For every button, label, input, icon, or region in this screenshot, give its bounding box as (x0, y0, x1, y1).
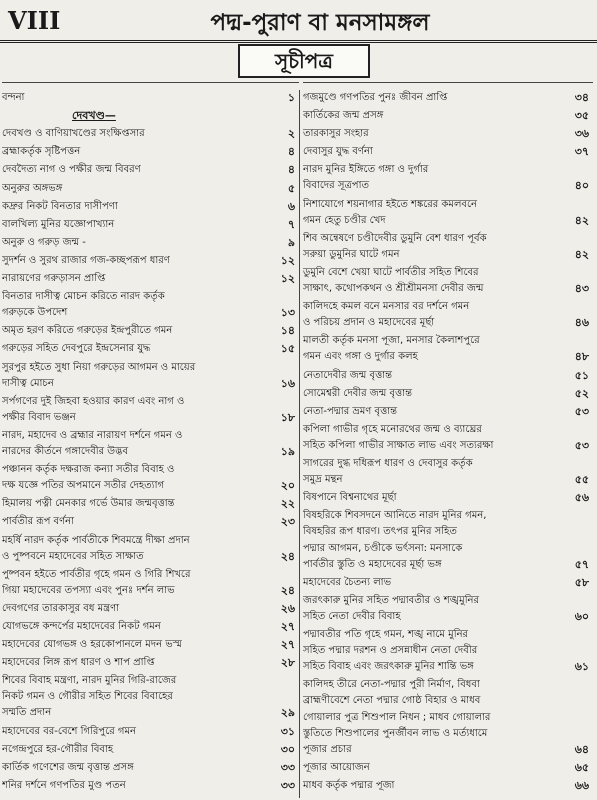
toc-page-number: ২৮ (280, 656, 295, 670)
toc-entry (2, 126, 299, 142)
toc-title: সূচীপত্র (238, 44, 370, 78)
toc-entry (303, 404, 593, 420)
toc-entry (2, 181, 299, 197)
toc-entry (303, 778, 593, 794)
toc-page-number: ৫ (287, 181, 295, 195)
toc-page-number: ৪৮ (574, 350, 589, 364)
toc-entry-text: সহিত বিবাহ এবং জরৎকারু মুনির শান্তি ভঙ্গ (303, 661, 474, 673)
toc-entry-text: নারদ, মহাদেব ও ব্রহ্মার নারায়ণ দর্শনে গমন ও (2, 429, 183, 441)
toc-entry-text: বন্দনা (2, 92, 25, 103)
toc-entry-text: পদ্মার আগমন, চণ্ডীকে ভর্ৎসনা: মনসাকে (303, 542, 463, 554)
toc-entry-text: ডুমুনি বেশে খেয়া ঘাটে পার্বতীর সহিত শিবের (303, 266, 479, 278)
toc-page-number: ২৭ (280, 620, 295, 633)
toc-page-number: ৪৩ (574, 282, 589, 296)
toc-entry-text: যোগভঙ্গে কন্দর্পের মহাদেবের নিকট গমন (2, 621, 161, 632)
toc-entry-text: গোয়ালার পুত্র শিশুপাল নিধন ; মাধব গোয়ালার (303, 711, 491, 723)
toc-page-number: ৫৫ (574, 473, 589, 487)
toc-page-number: ৩৫ (574, 109, 589, 123)
toc-entry (2, 360, 299, 392)
toc-entry-text: সম্মতি প্রদান (2, 707, 52, 719)
toc-entry-text: দেবাসুর যুদ্ধ বর্ণনা (303, 146, 373, 158)
toc-entry (303, 197, 593, 229)
toc-entry-text: ব্রাহ্মণীবেশে নেতা পদ্মার গোষ্ঠ বিহার ও মাধব (303, 695, 481, 707)
toc-entry (2, 778, 299, 794)
toc-entry (2, 724, 299, 740)
toc-page-number: ২ (287, 127, 295, 141)
toc-entry-text: কদ্রুর নিকট বিনতার দাসীপণা (2, 200, 118, 212)
toc-entry (2, 394, 299, 426)
toc-page-number: ১৬ (280, 376, 295, 390)
toc-entry-text: জরৎকারু মুনির সহিত পদ্মাবতীর ও শঙ্খমুনির (303, 594, 480, 606)
toc-page-number: ১২ (280, 253, 295, 267)
toc-entry (303, 231, 593, 263)
toc-entry (2, 144, 299, 160)
toc-page-number: ৩৩ (280, 778, 295, 792)
toc-page-number: ২৪ (280, 549, 295, 563)
toc-entry-text: দেবখণ্ড ও বাণিয়াখণ্ডের সংক্ষিপ্তসার (2, 128, 145, 140)
toc-entry-text: গজমুণ্ডে গণপতির পুনঃ জীবন প্রাপ্তি (303, 92, 448, 103)
toc-column-left (2, 90, 300, 798)
toc-entry-text: শনির দর্শনে গণপতির মুণ্ড পতন (2, 779, 126, 791)
toc-page-number: ৫২ (574, 386, 589, 400)
toc-entry (303, 144, 593, 160)
toc-entry-text: পঞ্চানন কর্তৃক দক্ষরাজ কন্যা সতীর বিবাহ ও (2, 464, 175, 476)
toc-entry (2, 428, 299, 460)
toc-entry-text: নারায়ণের গরুড়াসন প্রাপ্তি (2, 273, 106, 284)
toc-entry (303, 508, 593, 572)
toc-entry-text: গমন এবং গঙ্গা ও দুর্গার কলহ (303, 351, 418, 363)
toc-entry (2, 341, 299, 357)
toc-entry-text: বিষহরিকে শিবসদনে আনিতে নারদ মুনির গমন, (303, 510, 487, 522)
toc-page-number: ৫৮ (574, 575, 589, 589)
toc-section-heading (2, 108, 299, 124)
toc-page-number: ৩১ (280, 724, 295, 738)
toc-page-number: ৩৭ (574, 145, 589, 159)
toc-entry-text: দেবদৈত্য নাগ ও পক্ষীর জন্ম বিবরণ (2, 164, 141, 176)
toc-entry-text: নিশাযোগে শয়নাগার হইতে শঙ্করের কমলবনে (303, 198, 477, 210)
toc-page-number: ২৪ (280, 583, 295, 597)
toc-entry-text: তারকাসুর সংহার (303, 128, 369, 140)
toc-page-number: ৩৪ (574, 91, 589, 104)
toc-entry-text: অনুরুর অঙ্গভঙ্গ (2, 182, 63, 194)
toc-entry (303, 575, 593, 591)
toc-entry-text: হিমালয় পত্নী মেনকার গর্ভে উমার জন্মবৃত্তান্ত (2, 498, 175, 510)
toc-entry-text: নগেন্দ্রপুরে হর-গৌরীর বিবাহ (2, 743, 114, 755)
toc-page-number: ৪২ (574, 247, 589, 261)
toc-entry-text: সমুদ্র মন্থন (303, 474, 343, 486)
toc-entry-text: পার্বতীর স্তুতি ও মহাদেবের মূর্ছা ভঙ্গ (303, 558, 442, 570)
toc-entry-text: সাগরের দুগ্ধ দধিরূপ ধারণ ও দেবাসুর কর্তৃক (303, 458, 473, 470)
toc-entry-text: সুরপুর হইতে সুধা নিয়া গরুড়ের আগমন ও মায়ের (2, 361, 196, 373)
toc-entry (303, 333, 593, 365)
toc-page-number: ৪ (287, 163, 295, 177)
toc-entry-text: বিবাদের সূত্রপাত (303, 180, 369, 192)
toc-entry (2, 162, 299, 178)
toc-page-number: ৪২ (574, 213, 589, 227)
toc-entry-text: দেবখণ্ড— (72, 109, 116, 123)
toc-entry-text: মহাদেবের লিঙ্গ রূপ ধারণ ও শাপ প্রাপ্তি (2, 657, 155, 669)
toc-entry (303, 162, 593, 194)
toc-entry (2, 742, 299, 758)
toc-entry-text: শিব অন্বেষণে চণ্ডীদেবীর ডুমুনি বেশ ধারণ পূর্বক (303, 232, 487, 244)
toc-page-number: ৯ (287, 235, 295, 249)
toc-entry-text: মহাদেবের যোগভঙ্গ ও হরকোপানলে মদন ভস্ম (2, 639, 182, 651)
toc-entry-text: সহিত নেতা দেবীর বিবাহ (303, 610, 401, 622)
toc-page-number: ১২ (280, 272, 295, 285)
toc-entry (303, 627, 593, 675)
toc-entry-text: দেবগণের তারকাসুর বধ মন্ত্রণা (2, 602, 120, 614)
toc-page-number: ৫১ (574, 368, 589, 382)
toc-page-number: ১৩ (280, 306, 295, 320)
toc-entry (303, 422, 593, 454)
toc-entry-text: নারদ মুনির ইঙ্গিতে গঙ্গা ও দুর্গার (303, 164, 429, 176)
toc-entry-text: বিনতার দাসীত্ব মোচন করিতে নারদ কর্তৃক (2, 291, 165, 303)
toc-entry (2, 217, 299, 233)
toc-entry-text: কপিলা গাভীর গৃহে মনোরথের জন্ম ও ব্যাঘ্রের (303, 423, 482, 435)
toc-page-number: ৩৩ (280, 760, 295, 774)
toc-entry (2, 601, 299, 617)
toc-entry (303, 126, 593, 142)
toc-entry-text: সাক্ষাৎ, কথোপকথন ও শ্রীশ্রীমনসা দেবীর জন্ম (303, 283, 484, 295)
toc-entry (2, 655, 299, 671)
toc-entry-text: মহর্ষি নারদ কর্তৃক পার্বতীকে শিবমন্ত্রে দীক্ষা প্রদান (2, 534, 190, 546)
page-header (0, 0, 597, 43)
toc-entry (2, 323, 299, 339)
toc-entry-text: নেতা-পদ্মার ভ্রমণ বৃত্তান্ত (303, 405, 398, 417)
toc-page-number: ৬১ (574, 660, 589, 674)
toc-page-number: ৪৬ (574, 316, 589, 330)
toc-entry-text: পূজার প্রচার (303, 743, 352, 755)
toc-entry-text: সুদর্শন ও সুরথ রাজার গজ-কচ্ছপরূপ ধারণ (2, 254, 170, 266)
toc-entry-text: গরুড়কে উপদেশ (2, 307, 68, 319)
toc-entry (303, 265, 593, 297)
toc-entry (303, 90, 593, 106)
toc-entry (2, 619, 299, 635)
toc-entry-text: গমন হেতু চণ্ডীর খেদ (303, 214, 386, 226)
toc-entry-text: মালতী কর্তৃক মনসা পূজা, মনসার কৈলাশপুরে (303, 335, 480, 347)
toc-entry (303, 677, 593, 757)
toc-entry (303, 593, 593, 625)
toc-entry (2, 235, 299, 251)
toc-column-right (303, 90, 593, 798)
toc-entry (2, 199, 299, 215)
toc-page-number: ৬৬ (574, 778, 589, 792)
toc-page-number: ৫৩ (574, 404, 589, 418)
toc-entry (303, 299, 593, 331)
toc-entry-text: বিষপানে বিশ্বনাথের মূর্ছা (303, 492, 397, 504)
toc-entry-text: মহাদেবের চৈতন্য লাভ (303, 576, 392, 588)
toc-entry (2, 253, 299, 269)
toc-page-number: ২০ (280, 479, 295, 493)
toc-page-number: ২২ (280, 497, 295, 511)
toc-page-number: ৩৬ (574, 127, 589, 141)
toc-entry-text: পুষ্পবন হইতে পার্বতীর গৃহে গমন ও গিরি শিখরে (2, 568, 191, 580)
toc-page-number: ৫৭ (574, 557, 589, 571)
toc-entry-text: শিবের বিবাহ মন্ত্রণা, নারদ মুনির গিরি-রাজের (2, 675, 177, 687)
toc-page-number: ১ (287, 91, 295, 104)
toc-entry (2, 271, 299, 287)
page-number: VIII (8, 6, 61, 35)
toc-entry-text: পক্ষীর বিবাদ ভঞ্জন (2, 411, 76, 423)
toc-entry-text: গিয়া মহাদেবের তপস্যা এবং পুনঃ দর্শন লাভ (2, 584, 175, 596)
toc-page-number: ৩০ (280, 742, 295, 756)
toc-entry-text: কার্তিকের জন্ম প্রসঙ্গ (303, 110, 384, 122)
toc-page-number: ২৭ (280, 638, 295, 652)
toc-entry (2, 760, 299, 776)
toc-entry-text: পদ্মাবতীর পতি গৃহে গমন, শঙ্খ নামে মুনির (303, 629, 469, 641)
toc-entry (2, 673, 299, 721)
toc-entry-text: সরুয়া ডুমুনির ঘাটে গমন (303, 248, 400, 260)
toc-page-number: ১৫ (280, 342, 295, 356)
toc-entry-text: ও পরিচয় প্রদান ও মহাদেবের মূর্ছা (303, 317, 435, 329)
toc-entry-text: দক্ষ যজ্ঞে পতির অপমানে সতীর দেহত্যাগ (2, 480, 165, 492)
toc-page-number: ৫৬ (574, 491, 589, 505)
toc-page-number: ১৪ (280, 324, 295, 338)
toc-entry-text: নারদের কীর্তনে গঙ্গাদেবীর উদ্ভব (2, 445, 129, 457)
toc-entry-text: সহিত কপিলা গাভীর সাক্ষাত লাভ এবং সত্যরক্ষা (303, 439, 494, 451)
toc-entry (303, 108, 593, 124)
toc-entry (2, 90, 299, 106)
toc-entry-text: স্তুতিতে শিশুপালের পুনর্জীবন লাভ ও মর্ত্যধামে (303, 727, 488, 739)
toc-entry-text: সহিত পদ্মার দরশন ও প্রসন্নাধীন নেতা দেবীর (303, 645, 478, 657)
toc-entry (2, 514, 299, 530)
toc-entry-text: সর্পগণের দুই জিহবা হওয়ার কারণ এবং নাগ ও (2, 395, 185, 407)
toc-entry-text: কালিদহ তীরে নেতা-পদ্মার পুরী নির্মাণ, বিধবা (303, 679, 480, 691)
toc-entry (2, 289, 299, 321)
toc-entry (2, 496, 299, 512)
toc-entry-text: পার্বতীর রূপ বর্ণনা (2, 516, 75, 528)
toc-page-number: ৭ (287, 217, 295, 231)
toc-page-number: ১৮ (280, 410, 295, 424)
toc-entry (303, 456, 593, 488)
toc-page-number: ৪০ (574, 179, 589, 193)
toc-entry-text: বিষহরির রূপ ধারণ। তৎপর মুনির সহিত (303, 526, 457, 538)
toc-entry (303, 386, 593, 402)
toc-entry (303, 760, 593, 776)
toc-entry-text: মাধব কর্তৃক পদ্মার পূজা (303, 779, 395, 791)
toc-entry-text: অমৃত হরণ করিতে গরুড়ের ইন্দ্রপুরীতে গমন (2, 325, 173, 337)
toc-entry-text: কার্তিক গণেশের জন্ম বৃত্তান্ত প্রসঙ্গ (2, 761, 134, 773)
toc-entry-text: নিকট গমন ও গৌরীর সহিত শিবের বিবাহের (2, 691, 173, 703)
toc-page-number: ১৯ (280, 444, 295, 458)
toc-entry (2, 637, 299, 653)
toc-page-number: ২৯ (280, 706, 295, 720)
toc-page-number: ৬৪ (574, 742, 589, 756)
toc-page-number: ২৬ (280, 601, 295, 615)
toc-entry-text: পূজার আয়োজন (303, 761, 370, 773)
toc-entry (2, 533, 299, 565)
toc-page-number: ৪ (287, 145, 295, 159)
toc-page-number: ৬০ (574, 609, 589, 623)
toc-page-number: ৬ (287, 199, 295, 213)
toc-page-number: ৬৫ (574, 760, 589, 774)
toc-entry-text: অনুরু ও গরুড় জন্ম - (2, 236, 86, 248)
toc-entry-text: ব্রহ্মাকর্তৃক সৃষ্টিপত্তন (2, 146, 81, 158)
toc-entry (2, 567, 299, 599)
toc-page-number: ৫৩ (574, 438, 589, 452)
toc-entry-text: নেতাদেবীর জন্ম বৃত্তান্ত (303, 369, 393, 381)
toc-entry-text: বালখিল্য মুনির যজ্ঞোপাখ্যান (2, 218, 115, 230)
book-title: পদ্ম-পুরাণ বা মনসামঙ্গল (210, 10, 430, 36)
toc-entry (303, 490, 593, 506)
toc-entry-text: কালিদহে কমল বনে মনসার বর দর্শনে গমন (303, 301, 470, 313)
toc-entry-text: মহাদেবের বর-বেশে গিরিপুরে গমন (2, 725, 136, 737)
toc-entry-text: সোমেশ্বরী দেবীর জন্ম বৃত্তান্ত (303, 387, 413, 399)
toc-entry-text: ও পুষ্পবনে মহাদেবের সহিত সাক্ষাত (2, 550, 144, 562)
toc-entry-text: দাসীত্ব মোচন (2, 377, 54, 389)
toc-page-number: ২৩ (280, 515, 295, 529)
toc-entry-text: গরুড়ের সহিত দেবপুরে ইন্দ্রসেনার যুদ্ধ (2, 343, 151, 355)
toc-entry (303, 368, 593, 384)
toc-entry (2, 462, 299, 494)
